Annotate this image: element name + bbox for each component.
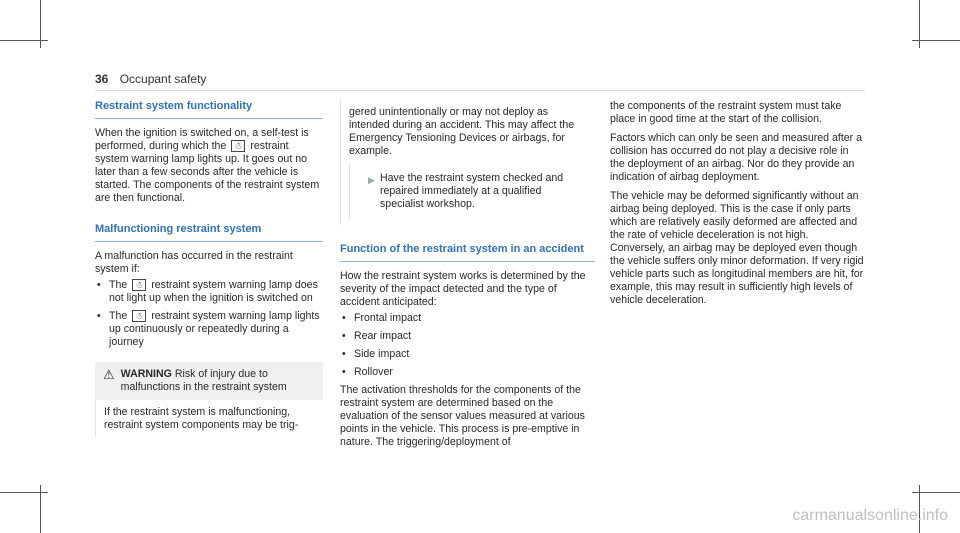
list-item	[95, 279, 323, 305]
warning-body	[95, 400, 323, 438]
list-item: • Rear impact	[340, 330, 595, 343]
restraint-warning-icon: ☃	[132, 279, 146, 291]
crop-mark	[0, 40, 48, 41]
heading-restraint-functionality: Restraint system functionality	[95, 100, 323, 119]
column-2	[340, 100, 595, 449]
malfunction-list	[95, 279, 323, 349]
restraint-warning-icon: ☃	[231, 140, 245, 152]
warning-body-continued	[340, 100, 595, 225]
action-note	[349, 164, 587, 219]
heading-function-in-accident: Function of the restraint system in an accident	[340, 243, 595, 262]
paragraph: the components of the restraint system must take place in good time at the start of the collision.	[610, 100, 842, 125]
warning-text	[121, 368, 315, 394]
paragraph: If the restraint system is malfunctioning, restraint system components may be trig-	[104, 406, 299, 431]
restraint-warning-icon: ☃	[132, 310, 146, 322]
watermark: carmanualsonline.info	[792, 507, 948, 524]
paragraph: How the restraint system works is determined by the severity of the impact detected and the type of accident anticipated:	[340, 270, 586, 308]
arrow-icon: ▶	[368, 175, 375, 185]
paragraph: The activation thresholds for the components of the restraint system are determined based on the evaluation of the sensor values measured at various points in the vehicle. This process is pre-emptive in nature. The triggering/deployment of	[340, 384, 585, 448]
list-item	[95, 310, 323, 349]
text: restraint system warning lamp lights up continuously or repeatedly during a journey	[109, 310, 320, 348]
list-item: • Rollover	[340, 366, 595, 379]
warning-title: Risk of injury due to malfunctions in the restraint system	[120, 368, 287, 393]
text: When the ignition is switched on, a self-test is performed, during which the	[95, 127, 309, 152]
text: restraint system warning lamp lights up. It goes out no later than a few seconds after the vehicle is started. The components of the restraint system are then functional.	[95, 140, 320, 204]
text: The	[109, 279, 128, 291]
column-3	[610, 100, 865, 307]
warning-triangle-icon: ⚠	[103, 367, 115, 382]
paragraph	[95, 127, 323, 205]
text: restraint system warning lamp does not light up when the ignition is switched on	[109, 279, 318, 304]
list-item: • Frontal impact	[340, 312, 595, 325]
paragraph: The vehicle may be deformed significantly without an airbag being deployed. This is the case if only parts which are relatively easily deformed are affected and the rate of vehicle deceleration is not high. Conversely, an airbag may be deployed even though the vehicle suffers only minor deformation. If very rigid vehicle parts such as longitudinal members are hit, for example, this may result in sufficiently high levels of vehicle deceleration.	[610, 190, 864, 306]
note-text: Have the restraint system checked and repaired immediately at a qualified specialist workshop.	[380, 172, 564, 210]
header-divider	[95, 90, 865, 91]
impact-list	[340, 312, 595, 379]
page-header	[95, 72, 206, 86]
paragraph: Factors which can only be seen and measured after a collision has occurred do not play a decisive role in the deployment of an airbag. Nor do they provide an indication of airbag deployment.	[610, 132, 863, 183]
crop-mark	[0, 492, 48, 493]
page-number: 36	[95, 72, 109, 86]
warning-header	[95, 362, 323, 400]
list-item: • Side impact	[340, 348, 595, 361]
section-title: Occupant safety	[119, 72, 207, 86]
crop-mark	[912, 40, 960, 41]
paragraph: gered unintentionally or may not deploy as intended during an accident. This may affect the Emergency Tensioning Devices or airbags, for example.	[349, 106, 575, 157]
text: The	[109, 310, 128, 322]
heading-malfunctioning: Malfunctioning restraint system	[95, 223, 323, 242]
column-1	[95, 100, 323, 438]
crop-mark	[912, 492, 960, 493]
paragraph: A malfunction has occurred in the restraint system if:	[95, 250, 293, 275]
warning-label: WARNING	[120, 368, 172, 380]
